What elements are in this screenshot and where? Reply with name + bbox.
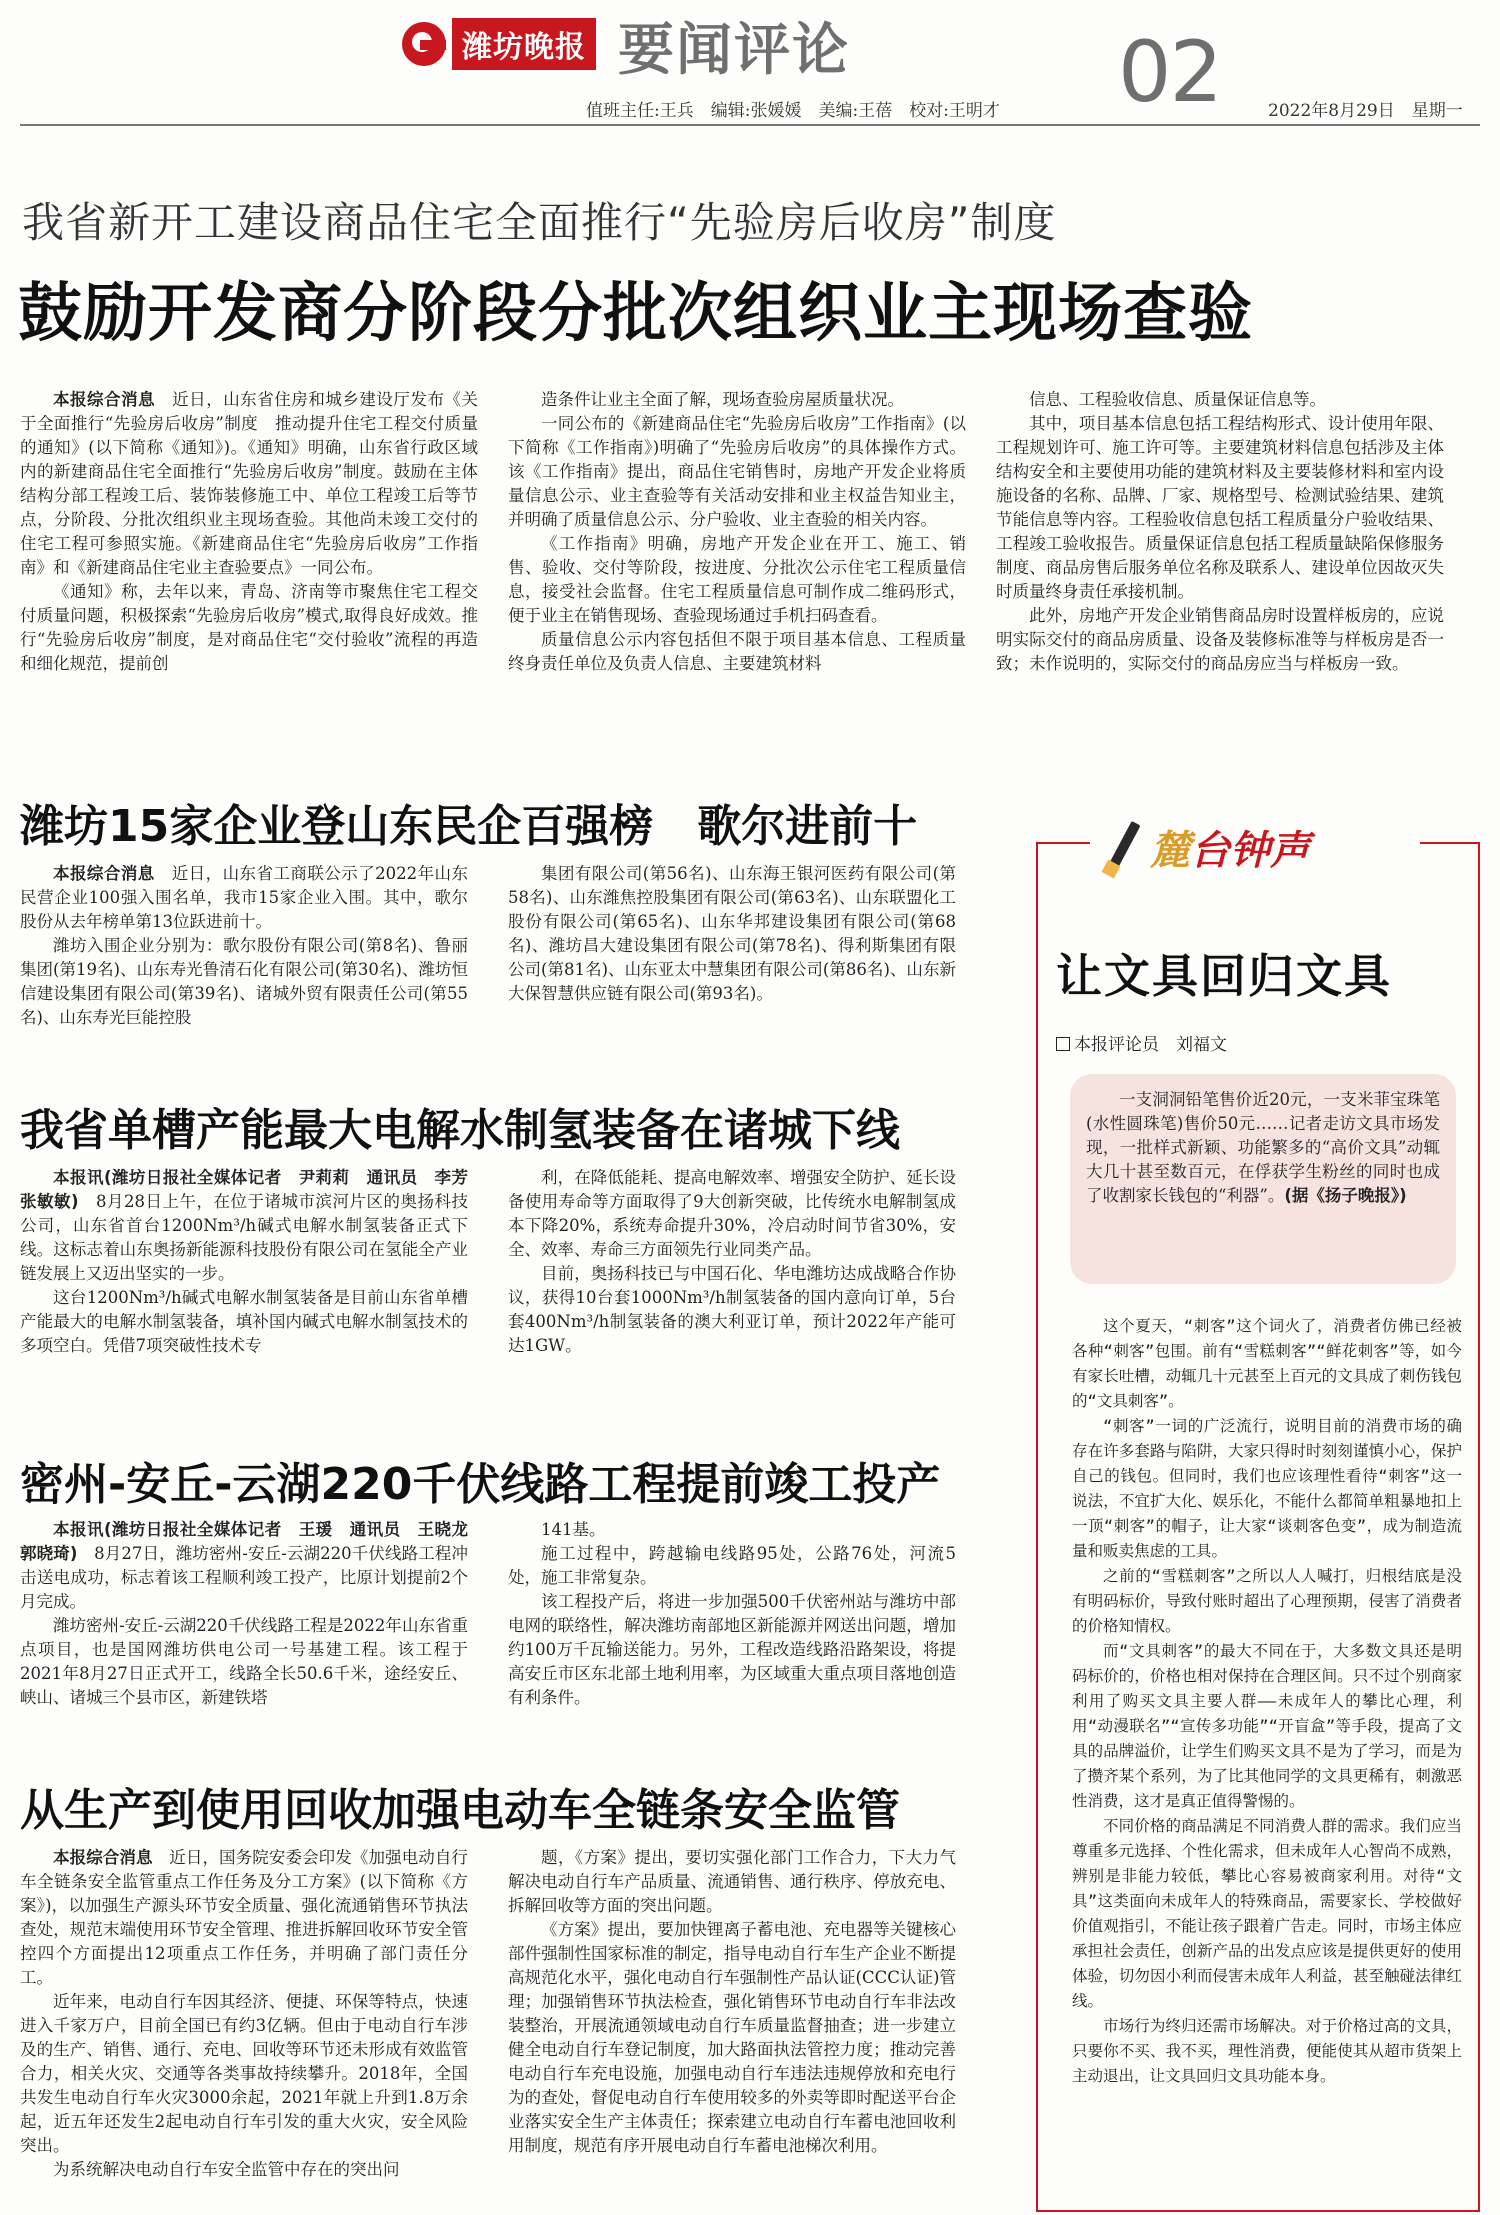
lead-paragraph: 其中，项目基本信息包括工程结构形式、设计使用年限、工程规划许可、施工许可等。主要建筑材料信息包括涉及主体结构安全和主要使用功能的建筑材料及主要装修材料和室内设施设备的名称、品牌、厂家、规格型号、检测试验结果、建筑节能信息等内容。工程验收信息包括工程质量分户验收结果、工程竣工验收报告。质量保证信息包括工程质量缺陷保修服务制度、商品房售后服务单位名称及联系人、建设单位因故灭失时质量终身责任承接机制。 <box>996 414 1444 601</box>
commentary-column-logo <box>1090 810 1420 884</box>
story2-label: 本报综合消息 <box>53 864 155 883</box>
story2-headline: 潍坊15家企业登山东民企百强榜 歌尔进前十 <box>20 801 918 852</box>
commentary-paragraph: 而“文具刺客”的最大不同在于，大多数文具还是明码标价的，价格也相对保持在合理区间。只不过个别商家利用了购买文具主要人群——未成年人的攀比心理，利用“动漫联名”“宣传多功能”“开盲盒”等手段，提高了文具的品牌溢价，让学生们购买文具不是为了学习，而是为了攒齐某个系列，为了比其他同学的文具更稀有，刺激恶性消费，这才是真正值得警惕的。 <box>1072 1642 1462 1810</box>
story4-paragraph: 潍坊密州-安丘-云湖220千伏线路工程是2022年山东省重点项目，也是国网潍坊供电公司一号基建工程。该工程于2021年8月27日正式开工，线路全长50.6千米，途经安丘、峡山、诸城三个县市区，新建铁塔 <box>20 1616 468 1707</box>
square-bullet-icon <box>1056 1037 1070 1051</box>
section-title: 要闻评论 <box>618 18 850 83</box>
commentary-title: 让文具回归文具 <box>1056 949 1392 1003</box>
story4-paragraph: 8月27日，潍坊密州-安丘-云湖220千伏线路工程冲击送电成功，标志着该工程顺利竣工投产，比原计划提前2个月完成。 <box>20 1544 469 1611</box>
story3-paragraph: 8月28日上午，在位于诸城市滨河片区的奥扬科技公司，山东省首台1200Nm³/h碱式电解水制氢装备正式下线。这标志着山东奥扬新能源科技股份有限公司在氢能全产业链发展上又迈出坚实的一步。 <box>20 1192 469 1283</box>
story3-column-1 <box>20 1166 485 1442</box>
commentary-paragraph: “刺客”一词的广泛流行，说明目前的消费市场的确存在许多套路与陷阱，大家只得时时刻刻谨慎小心，保护自己的钱包。但同时，我们也应该理性看待“刺客”这一说法，不宜扩大化、娱乐化，不能什么都简单粗暴地扣上一顶“刺客”的帽子，让大家“谈刺客色变”，成为制造流量和贩卖焦虑的工具。 <box>1072 1417 1462 1560</box>
story3-column-2 <box>508 1166 956 1442</box>
story5-column-1 <box>20 1846 468 2208</box>
story3-paragraph: 目前，奥扬科技已与中国石化、华电潍坊达成战略合作协议，获得10台套1000Nm³/h制氢装备的国内意向订单，5台套400Nm³/h制氢装备的澳大利亚订单，预计2022年产能可达1GW。 <box>508 1264 956 1355</box>
quote-text: 一支洞洞铅笔售价近20元，一支米菲宝珠笔(水性圆珠笔)售价50元……记者走访文具市场发现，一批样式新颖、功能繁多的“高价文具”动辄大几十甚至数百元，在俘获学生粉丝的同时也成了收割家长钱包的“利器”。 <box>1086 1090 1440 1205</box>
lead-label: 本报综合消息 <box>53 390 156 409</box>
story5-paragraph: 为系统解决电动自行车安全监管中存在的突出问 <box>53 2160 400 2179</box>
lead-paragraph: 《工作指南》明确，房地产开发企业在开工、施工、销售、验收、交付等阶段，按进度、分批次公示住宅工程质量信息，接受社会监督。住宅工程质量信息可制作成二维码形式，便于业主在销售现场、查验现场通过手机扫码查看。 <box>508 534 966 625</box>
issue-date: 2022年8月29日 星期一 <box>1268 101 1463 121</box>
lead-column-2 <box>508 388 966 740</box>
page-number: 02 <box>1118 23 1221 121</box>
lead-kicker: 我省新开工建设商品住宅全面推行“先验房后收房”制度 <box>22 198 1057 247</box>
story2-paragraph: 集团有限公司(第56名)、山东海王银河医药有限公司(第58名)、山东潍焦控股集团有限公司(第63名)、山东联盟化工股份有限公司(第65名)、山东华邦建设集团有限公司(第68名)、潍坊昌大建设集团有限公司(第78名)、得利斯集团有限公司(第81名)、山东亚太中慧集团有限公司(第86名)、山东新大保智慧供应链有限公司(第93名)。 <box>508 864 956 1003</box>
newspaper-brand <box>402 16 612 72</box>
story4-paragraph: 141基。 <box>541 1520 606 1539</box>
story3-byline: (潍坊日报社全媒体记者 尹莉莉 通讯员 李芳 张敏敏) <box>20 1168 485 1211</box>
story4-paragraph: 施工过程中，跨越输电线路95处，公路76处，河流5处，施工非常复杂。 <box>508 1544 956 1587</box>
story5-paragraph: 近日，国务院安委会印发《加强电动自行车全链条安全监管重点工作任务及分工方案》(以下简称《方案》)，以加强生产源头环节安全质量、强化流通销售环节执法查处，规范末端使用环节安全管理、推进拆解回收环节安全管控四个方面提出12项重点工作任务，并明确了部门责任分工。 <box>20 1848 469 1987</box>
masthead-divider <box>20 124 1480 126</box>
lead-paragraph: 质量信息公示内容包括但不限于项目基本信息、工程质量终身责任单位及负责人信息、主要建筑材料 <box>508 630 966 673</box>
lead-paragraph: 造条件让业主全面了解，现场查验房屋质量状况。 <box>541 390 904 409</box>
story5-paragraph: 题，《方案》提出，要切实强化部门工作合力，下大力气解决电动自行车产品质量、流通销售、通行秩序、停放充电、拆解回收等方面的突出问题。 <box>508 1848 956 1915</box>
story5-paragraph: 近年来，电动自行车因其经济、便捷、环保等特点，快速进入千家万户，目前全国已有约3亿辆。但由于电动自行车涉及的生产、销售、通行、充电、回收等环节还未形成有效监管合力，相关火灾、交通等各类事故持续攀升。2018年，全国共发生电动自行车火灾3000余起，2021年就上升到1.8万余起，近五年还发生2起电动自行车引发的重大火灾，安全风险突出。 <box>20 1992 468 2155</box>
brand-name: 潍坊晚报 <box>452 18 596 70</box>
story4-label: 本报讯 <box>53 1520 104 1539</box>
lead-column-3 <box>996 388 1444 740</box>
lead-paragraph: 信息、工程验收信息、质量保证信息等。 <box>1029 390 1326 409</box>
commentary-paragraph: 这个夏天，“刺客”这个词火了，消费者仿佛已经被各种“刺客”包围。前有“雪糕刺客”“鲜花刺客”等，如今有家长吐槽，动辄几十元甚至上百元的文具成了刺伤钱包的“文具刺客”。 <box>1072 1317 1462 1410</box>
lead-paragraph: 《通知》称，去年以来，青岛、济南等市聚焦住宅工程交付质量问题，积极探索“先验房后收房”模式,取得良好成效。推行“先验房后收房”制度，是对商品住宅“交付验收”流程的再造和细化规范，提前创 <box>20 582 478 673</box>
commentary-paragraph: 不同价格的商品满足不同消费人群的需求。我们应当尊重多元选择、个性化需求，但未成年人心智尚不成熟，辨别是非能力较低，攀比心容易被商家利用。对待“文具”这类面向未成年人的特殊商品，需要家长、学校做好价值观指引，不能让孩子跟着广告走。同时，市场主体应承担社会责任，创新产品的出发点应该是提供更好的使用体验，切勿因小利而侵害未成年人利益，甚至触碰法律红线。 <box>1072 1817 1462 2010</box>
story2-paragraph: 潍坊入围企业分别为：歌尔股份有限公司(第8名)、鲁丽集团(第19名)、山东寿光鲁清石化有限公司(第30名)、潍坊恒信建设集团有限公司(第39名)、诸城外贸有限责任公司(第55名)、山东寿光巨能控股 <box>20 936 468 1027</box>
story4-column-2 <box>508 1518 956 1772</box>
story2-column-1 <box>20 862 468 1046</box>
lead-column-1 <box>20 388 478 740</box>
story3-paragraph: 利，在降低能耗、提高电解效率、增强安全防护、延长设备使用寿命等方面取得了9大创新突破，比传统水电解制氢成本下降20%，系统寿命提升30%，冷启动时间节省30%，安全、效率、寿命三方面领先行业同类产品。 <box>508 1168 956 1259</box>
commentary-author: 本报评论员 刘福文 <box>1056 1030 1227 1055</box>
story2-paragraph: 近日，山东省工商联公示了2022年山东民营企业100强入围名单，我市15家企业入围。其中，歌尔股份从去年榜单第13位跃进前十。 <box>20 864 469 931</box>
story5-label: 本报综合消息 <box>53 1848 153 1867</box>
story5-paragraph: 《方案》提出，要加快锂离子蓄电池、充电器等关键核心部件强制性国家标准的制定，指导电动自行车生产企业不断提高规范化水平，强化电动自行车强制性产品认证(CCC认证)管理；加强销售环节执法检查，强化销售环节电动自行车非法改装整治，开展流通领域电动自行车质量监督抽查；进一步建立健全电动自行车登记制度，加大路面执法管控力度；推动完善电动自行车充电设施，加强电动自行车违法违规停放和充电行为的查处，督促电动自行车使用较多的外卖等即时配送平台企业落实安全生产主体责任；探索建立电动自行车蓄电池回收利用制度，规范有序开展电动自行车蓄电池梯次利用。 <box>508 1920 956 2155</box>
story4-byline: (潍坊日报社全媒体记者 王瑗 通讯员 王晓龙 郭晓琦) <box>20 1520 485 1563</box>
column-name: 麓台钟声 <box>1150 827 1310 874</box>
story3-headline: 我省单槽产能最大电解水制氢装备在诸城下线 <box>20 1105 900 1156</box>
lead-paragraph: 一同公布的《新建商品住宅“先验房后收房”工作指南》(以下简称《工作指南》)明确了“先验房后收房”的具体操作方式。该《工作指南》提出，商品住宅销售时，房地产开发企业将质量信息公示、业主查验等有关活动安排和业主权益告知业主，并明确了质量信息公示、分户验收、业主查验的相关内容。 <box>508 414 966 529</box>
lead-paragraph: 近日，山东省住房和城乡建设厅发布《关于全面推行“先验房后收房”制度 推动提升住宅工程交付质量的通知》(以下简称《通知》)。《通知》明确，山东省行政区域内的新建商品住宅全面推行“先验房后收房”制度。鼓励在主体结构分部工程竣工后、装饰装修施工中、单位工程竣工后等节点，分阶段、分批次组织业主现场查验。其他尚未竣工交付的住宅工程可参照实施。《新建商品住宅“先验房后收房”工作指南》和《新建商品住宅业主查验要点》一同公布。 <box>20 390 479 577</box>
commentary-body <box>1072 1314 1462 2204</box>
commentary-paragraph: 市场行为终归还需市场解决。对于价格过高的文具，只要你不买、我不买，理性消费，便能使其从超市货架上主动退出，让文具回归文具功能本身。 <box>1072 2017 1462 2085</box>
story3-label: 本报讯 <box>53 1168 104 1187</box>
story4-headline: 密州-安丘-云湖220千伏线路工程提前竣工投产 <box>20 1459 941 1510</box>
story5-column-2 <box>508 1846 956 2208</box>
story3-paragraph: 这台1200Nm³/h碱式电解水制氢装备是目前山东省单槽产能最大的电解水制氢装备，填补国内碱式电解水制氢技术的多项空白。凭借7项突破性技术专 <box>20 1288 468 1355</box>
brand-logo-icon <box>402 22 446 66</box>
story4-paragraph: 该工程投产后，将进一步加强500千伏密州站与潍坊中部电网的联络性，解决潍坊南部地区新能源并网送出问题，增加约100万千瓦输送能力。另外，工程改造线路沿路架设，将提高安丘市区东北部土地利用率，为区域重大重点项目落地创造有利条件。 <box>508 1592 956 1707</box>
brush-pen-icon <box>1098 816 1150 878</box>
lead-paragraph: 此外，房地产开发企业销售商品房时设置样板房的，应说明实际交付的商品房质量、设备及装修标准等与样板房是否一致；未作说明的，实际交付的商品房应当与样板房一致。 <box>996 606 1444 673</box>
masthead <box>0 0 1500 122</box>
quote-source: (据《扬子晚报》) <box>1284 1186 1407 1205</box>
story4-column-1 <box>20 1518 485 1772</box>
staff-line: 值班主任:王兵 编辑:张媛媛 美编:王蓓 校对:王明才 <box>586 101 1000 121</box>
story5-headline: 从生产到使用回收加强电动车全链条安全监管 <box>20 1785 900 1836</box>
commentary-paragraph: 之前的“雪糕刺客”之所以人人喊打，归根结底是没有明码标价，导致付账时超出了心理预期，侵害了消费者的价格知情权。 <box>1072 1567 1462 1635</box>
commentary-quote <box>1070 1074 1456 1284</box>
story2-column-2 <box>508 862 956 1046</box>
lead-headline: 鼓励开发商分阶段分批次组织业主现场查验 <box>18 277 1253 351</box>
